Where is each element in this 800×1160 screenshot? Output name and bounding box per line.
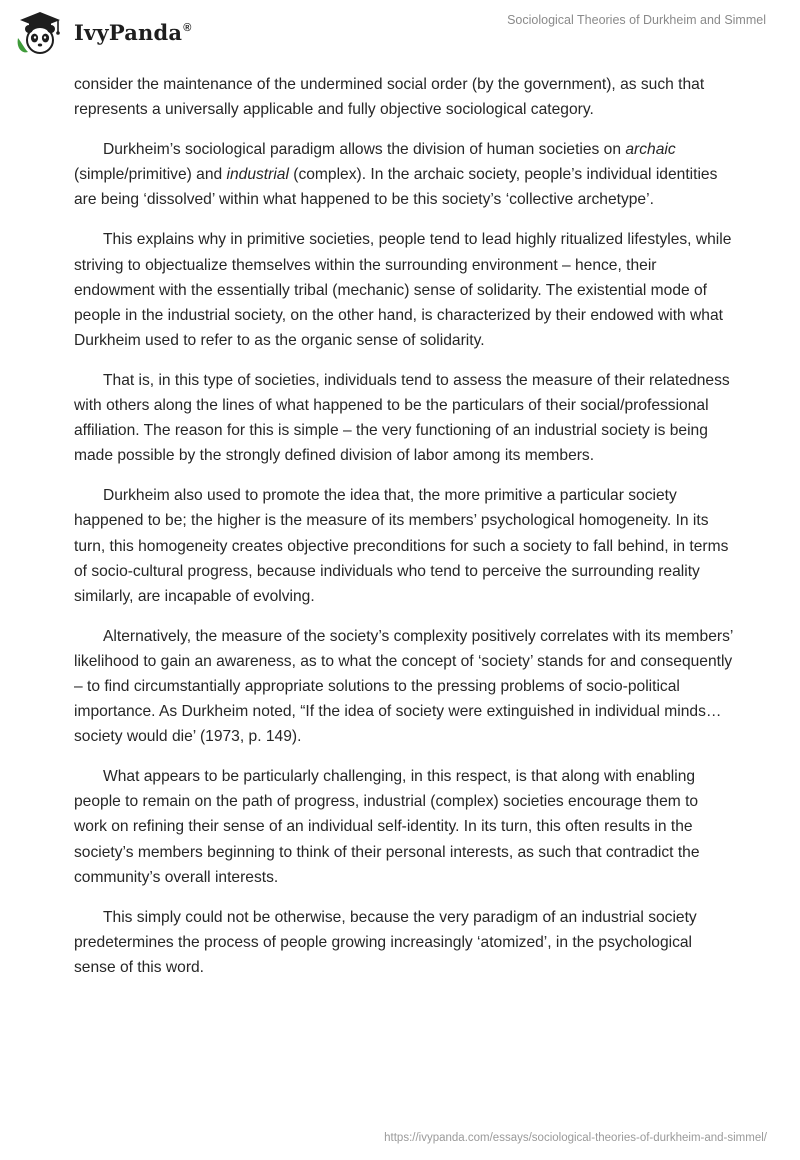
source-url[interactable]: https://ivypanda.com/essays/sociological-theories-of-durkheim-and-simmel/ [384, 1132, 767, 1144]
paragraph-4: That is, in this type of societies, individuals tend to assess the measure of their relatedness with others along the lines of what happened to be the particulars of their social/professional affiliation. The reason for this is simple – the very functioning of an industrial society is being made possible by the strongly defined division of labor among its members. [74, 371, 730, 465]
paragraph-6: Alternatively, the measure of the society’s complexity positively correlates with its members’ likelihood to gain an awareness, as to what the concept of ‘society’ stands for and consequently – to find circumstantially appropriate solutions to the pressing problems of socio-political importance. As Durkheim noted, “If the idea of society were extinguished in individual minds… society would die’ (1973, p. 149). [74, 627, 733, 746]
registered-mark: ® [183, 22, 192, 34]
document-title: Sociological Theories of Durkheim and Simmel [507, 13, 766, 27]
page-header [0, 0, 800, 70]
ivypanda-logo[interactable] [14, 10, 194, 56]
paragraph-5: Durkheim also used to promote the idea that, the more primitive a particular society happened to be; the higher is the measure of its members’ psychological homogeneity. In its turn, this homogeneity creates objective preconditions for such a society to fall behind, in terms of socio-cultural progress, because individuals who tend to perceive the surrounding reality similarly, are incapable of evolving. [74, 487, 729, 605]
brand-name: IvyPanda® [74, 20, 192, 45]
essay-body [74, 72, 734, 995]
term-archaic: archaic [625, 141, 676, 159]
paragraph-7: What appears to be particularly challenging, in this respect, is that along with enabling people to remain on the path of progress, industrial (complex) societies encourage them to work on refining their sense of an individual self-identity. In its turn, this often results in the society’s members beginning to think of their personal interests, as such that contradict the community’s overall interests. [74, 768, 700, 886]
term-industrial: industrial [226, 166, 289, 184]
paragraph-3: This explains why in primitive societies, people tend to lead highly ritualized lifestyles, while striving to objectualize themselves within the surrounding environment – hence, their endowment with the essentially tribal (mechanic) sense of solidarity. The existential mode of people in the industrial society, on the other hand, is characterized by their endowed with what Durkheim used to refer to as the organic sense of solidarity. [74, 231, 732, 349]
paragraph-2: Durkheim’s sociological paradigm allows the division of human societies on archaic (simple/primitive) and industrial (complex). In the archaic society, people’s individual identities are being ‘dissolved’ within what happened to be this society’s ‘collective archetype’. [74, 141, 718, 209]
panda-graduation-cap-icon [14, 10, 66, 56]
paragraph-8: This simply could not be otherwise, because the very paradigm of an industrial society predetermines the process of people growing increasingly ‘atomized’, in the psychological sense of this word. [74, 908, 697, 976]
paragraph-1: consider the maintenance of the undermined social order (by the government), as such that represents a universally applicable and fully objective sociological category. [74, 76, 705, 119]
